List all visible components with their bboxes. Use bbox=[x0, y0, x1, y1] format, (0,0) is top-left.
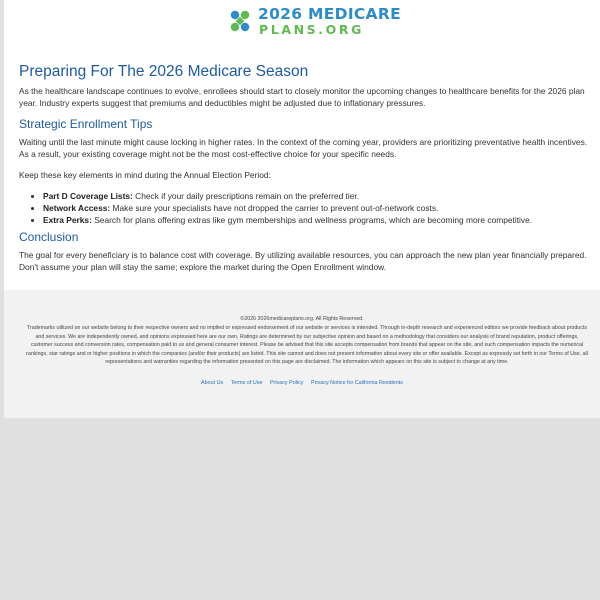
list-item-label: Extra Perks: bbox=[43, 215, 92, 225]
logo-text-bottom: PLANS.ORG bbox=[259, 22, 364, 37]
disclaimer-text: Trademarks utilized on our website belong to their respective owners and no implied or expressed endorsement of our website or services is intended. Through in-depth research and experienced editors we provide feedback about products and services. We are independently owned, and opinions expressed here are our own. Ratings are determined by our subjective opinion and based on a methodology that considers our analysis of brand reputation, product offerings, customer success and conversion rates, compensation paid to us and general consumer interest. Please be advised that this site accepts compensation from brands that appear on the site, and such compensation impacts the numerical rankings, star ratings and or higher positions in which the companies (and/or their products) are listed. This site cannot and does not present information about every site or offer available. Except as expressly set forth in our Terms of Use, all representations and warranties regarding the information presented on this page are disclaimed. The information which appears on this site is subject to change at any time. bbox=[26, 325, 588, 365]
article-title: Preparing For The 2026 Medicare Season bbox=[19, 63, 309, 80]
list-item bbox=[43, 214, 591, 226]
tips-lead-in: Keep these key elements in mind during the Annual Election Period: bbox=[19, 170, 271, 180]
list-item-label: Network Access: bbox=[43, 203, 111, 213]
page bbox=[4, 0, 600, 418]
list-item bbox=[43, 202, 591, 214]
list-item bbox=[43, 190, 591, 202]
california-privacy-link[interactable]: Privacy Notice for California Residents bbox=[311, 380, 403, 386]
conclusion-paragraph: The goal for every beneficiary is to balance cost with coverage. By utilizing available resources, you can approach the new plan year financially prepared. Don't assume your plan will stay the same; explore the market during the Open Enrollment window. bbox=[19, 250, 587, 272]
site-header bbox=[4, 0, 600, 44]
copyright-text: ©2026 2026medicareplans.org. All Rights Reserved. bbox=[240, 316, 364, 322]
list-item-text: Make sure your specialists have not dropped the carrier to prevent out-of-network costs. bbox=[110, 203, 439, 213]
section-heading-tips: Strategic Enrollment Tips bbox=[19, 117, 153, 131]
tips-paragraph: Waiting until the last minute might cause locking in higher rates. In the context of the coming year, providers are prioritizing preventative health incentives. As a result, your existing coverage might not be the most cost-effective choice for your specific needs. bbox=[19, 137, 588, 159]
about-us-link[interactable]: About Us bbox=[201, 380, 224, 386]
tips-list bbox=[19, 190, 591, 226]
site-logo[interactable] bbox=[226, 5, 401, 39]
terms-of-use-link[interactable]: Terms of Use bbox=[230, 380, 263, 386]
section-heading-conclusion: Conclusion bbox=[19, 230, 79, 244]
list-item-text: Check if your daily prescriptions remain on the preferred tier. bbox=[132, 191, 360, 201]
list-item-text: Search for plans offering extras like gym memberships and wellness programs, which are becoming more competitive. bbox=[91, 215, 533, 225]
logo-text-top: 2026 MEDICARE bbox=[258, 5, 401, 23]
logo-mark-icon bbox=[226, 7, 254, 37]
footer-links bbox=[4, 380, 600, 386]
site-footer bbox=[4, 290, 600, 418]
list-item-label: Part D Coverage Lists: bbox=[43, 191, 133, 201]
intro-paragraph: As the healthcare landscape continues to evolve, enrollees should start to closely monitor the upcoming changes to healthcare benefits for the 2026 plan year. Industry experts suggest that premiums and deductibles might be adjusted due to inflationary pressures. bbox=[19, 86, 585, 108]
privacy-policy-link[interactable]: Privacy Policy bbox=[269, 380, 304, 386]
